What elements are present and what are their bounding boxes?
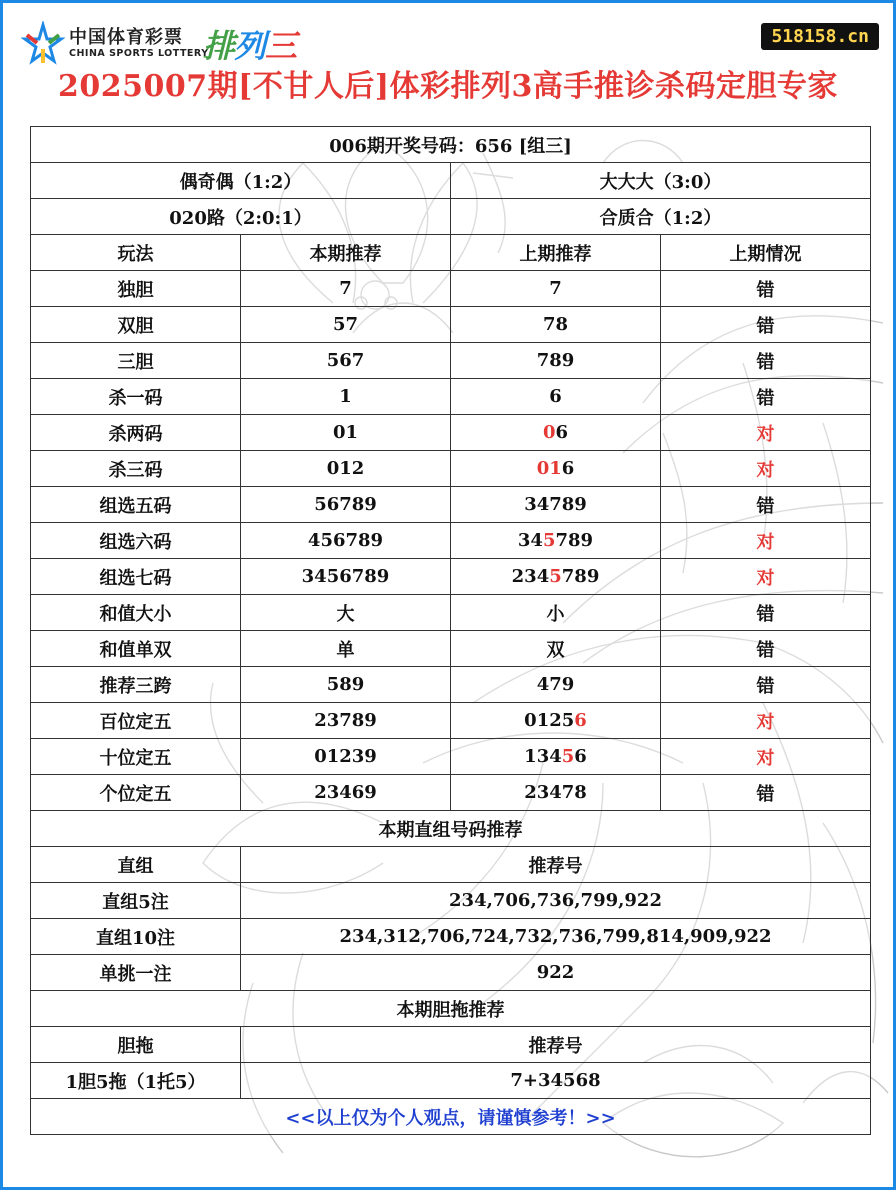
miss-digits: 小 <box>546 603 565 625</box>
previous-pick-cell <box>451 703 661 739</box>
china-sports-lottery-logo <box>21 21 321 65</box>
table-row <box>31 271 871 307</box>
table-header-row <box>31 235 871 271</box>
previous-result-cell: 对 <box>661 415 871 451</box>
previous-result-cell: 错 <box>661 775 871 811</box>
current-pick-cell: 单 <box>241 631 451 667</box>
disclaimer-text: <<以上仅为个人观点，请谨慎参考！>> <box>31 1099 871 1135</box>
previous-pick-cell <box>451 667 661 703</box>
table-row <box>31 595 871 631</box>
direct-row <box>31 955 871 991</box>
previous-result-cell: 错 <box>661 595 871 631</box>
play-type-cell: 杀两码 <box>31 415 241 451</box>
dantuo-header-value: 推荐号 <box>241 1027 871 1063</box>
hit-digits: 01 <box>536 458 562 479</box>
miss-digits: 6 <box>549 386 562 407</box>
header-previous: 上期推荐 <box>451 235 661 271</box>
table-row <box>31 415 871 451</box>
current-pick-cell: 56789 <box>241 487 451 523</box>
previous-pick-cell <box>451 775 661 811</box>
play-type-cell: 杀一码 <box>31 379 241 415</box>
table-row <box>31 739 871 775</box>
miss-digits: 6 <box>574 746 587 767</box>
previous-result-cell: 错 <box>661 271 871 307</box>
table-row <box>31 307 871 343</box>
odd-even-cell: 偶奇偶（1:2） <box>31 163 451 199</box>
play-type-cell: 个位定五 <box>31 775 241 811</box>
summary-row <box>31 163 871 199</box>
current-pick-cell: 7 <box>241 271 451 307</box>
play-type-cell: 三胆 <box>31 343 241 379</box>
current-pick-cell: 大 <box>241 595 451 631</box>
header-result: 上期情况 <box>661 235 871 271</box>
hit-digits: 5 <box>549 566 562 587</box>
miss-digits: 789 <box>561 566 600 587</box>
miss-digits: 34 <box>517 530 543 551</box>
table-row <box>31 451 871 487</box>
previous-result-cell: 对 <box>661 739 871 775</box>
previous-pick-cell <box>451 379 661 415</box>
play-type-cell: 推荐三跨 <box>31 667 241 703</box>
table-row <box>31 379 871 415</box>
hit-digits: 0 <box>542 422 556 443</box>
dantuo-value-cell: 7+34568 <box>241 1063 871 1099</box>
miss-digits: 134 <box>524 746 562 767</box>
previous-pick-cell <box>451 451 661 487</box>
direct-value-cell: 234,706,736,799,922 <box>241 883 871 919</box>
previous-result-cell: 错 <box>661 343 871 379</box>
miss-digits: 479 <box>536 674 575 695</box>
dantuo-row <box>31 1063 871 1099</box>
route-cell: 020路（2:0:1） <box>31 199 451 235</box>
direct-label-cell: 直组10注 <box>31 919 241 955</box>
previous-pick-cell <box>451 559 661 595</box>
previous-pick-cell <box>451 487 661 523</box>
previous-result-cell: 错 <box>661 631 871 667</box>
play-type-cell: 和值大小 <box>31 595 241 631</box>
page-title: 2025007期[不甘人后]体彩排列3高手推诊杀码定胆专家 <box>58 69 838 104</box>
summary-row <box>31 199 871 235</box>
current-pick-cell: 01239 <box>241 739 451 775</box>
dantuo-header-label: 胆拖 <box>31 1027 241 1063</box>
miss-digits: 6 <box>561 458 575 479</box>
direct-header-label: 直组 <box>31 847 241 883</box>
direct-section-title: 本期直组号码推荐 <box>31 811 871 847</box>
previous-pick-cell <box>451 595 661 631</box>
previous-pick-cell <box>451 343 661 379</box>
play-type-cell: 和值单双 <box>31 631 241 667</box>
miss-digits: 23478 <box>524 782 587 803</box>
previous-result-cell: 错 <box>661 379 871 415</box>
direct-value-cell: 922 <box>241 955 871 991</box>
table-row <box>31 487 871 523</box>
play-type-cell: 杀三码 <box>31 451 241 487</box>
previous-result-cell: 错 <box>661 667 871 703</box>
prime-composite-cell: 合质合（1:2） <box>451 199 871 235</box>
table-row <box>31 775 871 811</box>
direct-row <box>31 883 871 919</box>
current-pick-cell: 57 <box>241 307 451 343</box>
direct-header-value: 推荐号 <box>241 847 871 883</box>
logo-chinese-text: 中国体育彩票 <box>69 27 183 48</box>
product-name: 排列三 <box>203 27 297 65</box>
current-pick-cell: 567 <box>241 343 451 379</box>
previous-pick-cell <box>451 523 661 559</box>
table-row <box>31 559 871 595</box>
previous-result-cell: 对 <box>661 523 871 559</box>
direct-section-title-row <box>31 811 871 847</box>
table-row <box>31 343 871 379</box>
miss-digits: 789 <box>536 350 575 371</box>
header-current: 本期推荐 <box>241 235 451 271</box>
dantuo-section-title: 本期胆拖推荐 <box>31 991 871 1027</box>
current-pick-cell: 589 <box>241 667 451 703</box>
dantuo-label-cell: 1胆5拖（1托5） <box>31 1063 241 1099</box>
footer-row <box>31 1099 871 1135</box>
previous-pick-cell <box>451 415 661 451</box>
table-row <box>31 631 871 667</box>
current-pick-cell: 23469 <box>241 775 451 811</box>
logo-english-text: CHINA SPORTS LOTTERY <box>69 48 209 59</box>
play-type-cell: 组选六码 <box>31 523 241 559</box>
miss-digits: 0125 <box>524 710 575 731</box>
previous-result-cell: 对 <box>661 559 871 595</box>
play-type-cell: 双胆 <box>31 307 241 343</box>
miss-digits: 789 <box>555 530 594 551</box>
play-type-cell: 独胆 <box>31 271 241 307</box>
miss-digits: 34789 <box>524 494 587 515</box>
previous-pick-cell <box>451 307 661 343</box>
direct-row <box>31 919 871 955</box>
draw-result-cell: 006期开奖号码：656 [组三] <box>31 127 871 163</box>
forecast-table <box>30 126 871 1135</box>
previous-result-cell: 对 <box>661 451 871 487</box>
play-type-cell: 组选七码 <box>31 559 241 595</box>
play-type-cell: 十位定五 <box>31 739 241 775</box>
direct-label-cell: 直组5注 <box>31 883 241 919</box>
current-pick-cell: 456789 <box>241 523 451 559</box>
current-pick-cell: 23789 <box>241 703 451 739</box>
play-type-cell: 组选五码 <box>31 487 241 523</box>
miss-digits: 6 <box>555 422 569 443</box>
previous-pick-cell <box>451 631 661 667</box>
draw-result-row <box>31 127 871 163</box>
current-pick-cell: 01 <box>241 415 451 451</box>
lottery-star-icon <box>21 21 65 65</box>
table-row <box>31 523 871 559</box>
previous-pick-cell <box>451 271 661 307</box>
direct-header-row <box>31 847 871 883</box>
dantuo-header-row <box>31 1027 871 1063</box>
dantuo-section-title-row <box>31 991 871 1027</box>
current-pick-cell: 1 <box>241 379 451 415</box>
hit-digits: 5 <box>542 530 556 551</box>
miss-digits: 双 <box>546 639 565 661</box>
hit-digits: 5 <box>561 746 575 767</box>
current-pick-cell: 3456789 <box>241 559 451 595</box>
current-pick-cell: 012 <box>241 451 451 487</box>
previous-pick-cell <box>451 739 661 775</box>
miss-digits: 234 <box>511 566 550 587</box>
hit-digits: 6 <box>574 710 587 731</box>
previous-result-cell: 错 <box>661 307 871 343</box>
previous-result-cell: 对 <box>661 703 871 739</box>
play-type-cell: 百位定五 <box>31 703 241 739</box>
miss-digits: 7 <box>549 278 562 299</box>
site-domain-badge[interactable]: 518158.cn <box>761 23 879 50</box>
direct-value-cell: 234,312,706,724,732,736,799,814,909,922 <box>241 919 871 955</box>
big-small-cell: 大大大（3:0） <box>451 163 871 199</box>
direct-label-cell: 单挑一注 <box>31 955 241 991</box>
table-row <box>31 667 871 703</box>
miss-digits: 78 <box>542 314 569 335</box>
previous-result-cell: 错 <box>661 487 871 523</box>
header-play: 玩法 <box>31 235 241 271</box>
table-row <box>31 703 871 739</box>
